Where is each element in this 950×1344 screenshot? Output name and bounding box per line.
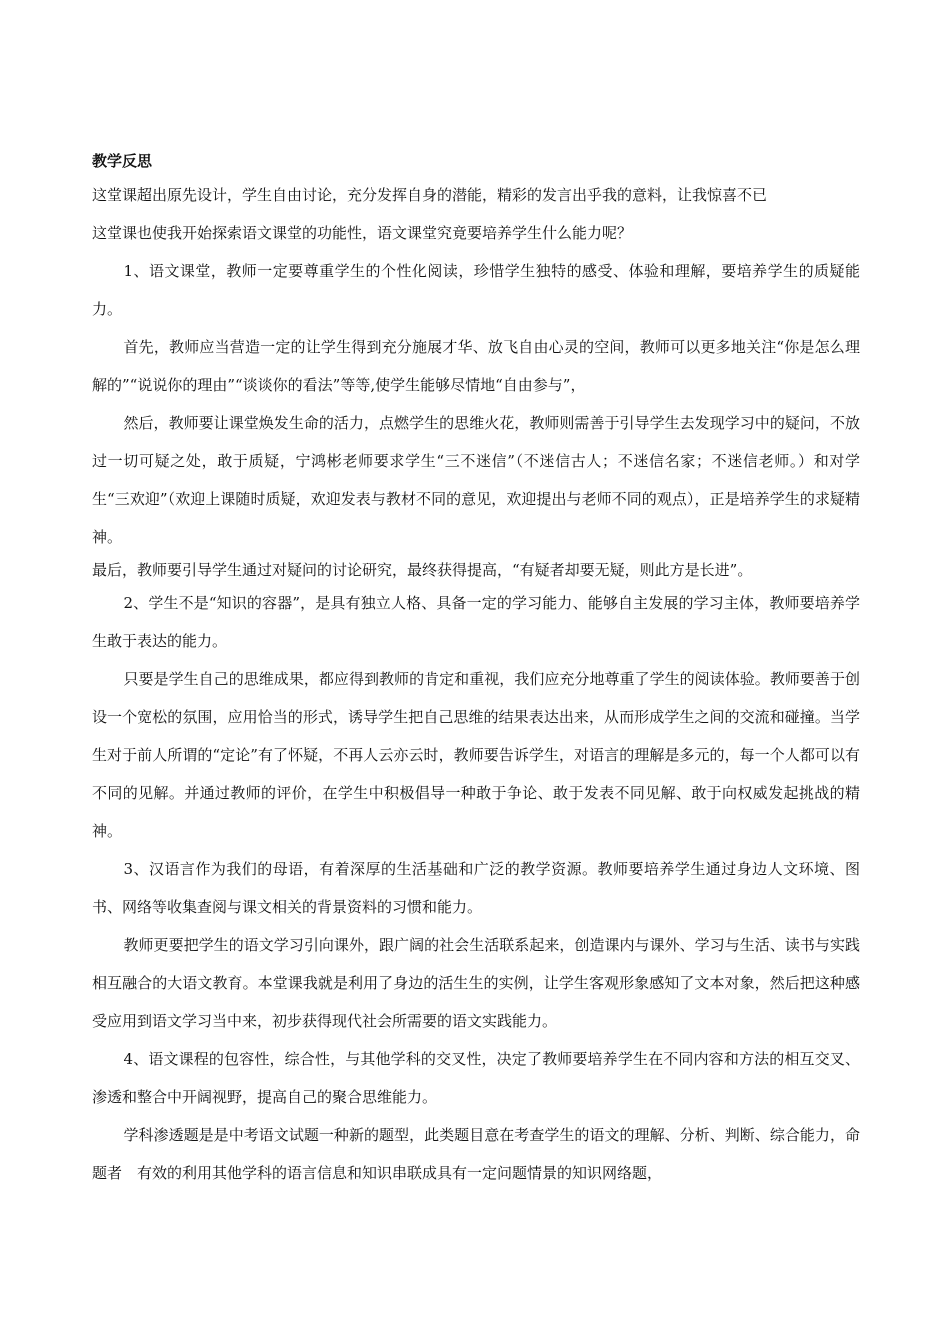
paragraph-point-4: 4、语文课程的包容性，综合性，与其他学科的交叉性，决定了教师要培养学生在不同内容和方法的相互交叉、渗透和整合中开阔视野，提高自己的聚合思维能力。 [92,1050,860,1106]
paragraph-intro-2: 这堂课也使我开始探索语文课堂的功能性，语文课堂究竟要培养学生什么能力呢？ [92,224,633,242]
paragraph-extracurricular: 教师更要把学生的语文学习引向课外，跟广阔的社会生活联系起来，创造课内与课外、学习与生活、读书与实践相互融合的大语文教育。本堂课我就是利用了身边的活生生的实例，让学生客观形象感知了文本对象，然后把这种感受应用到语文学习当中来，初步获得现代社会所需要的语文实践能力。 [92,936,860,1030]
paragraph-intro-1: 这堂课超出原先设计，学生自由讨论，充分发挥自身的潜能，精彩的发言出乎我的意料，让我惊喜不已 [92,186,768,204]
paragraph-first: 首先，教师应当营造一定的让学生得到充分施展才华、放飞自由心灵的空间，教师可以更多地关注“你是怎么理解的”“说说你的理由”“谈谈你的看法”等等,使学生能够尽情地“自由参与”， [92,338,860,394]
paragraph-cross-subject: 学科渗透题是是中考语文试题一种新的题型，此类题目意在考查学生的语文的理解、分析、判断、综合能力，命题者 有效的利用其他学科的语言信息和知识串联成具有一定问题情景的知识网络题， [92,1126,860,1182]
paragraph-expression: 只要是学生自己的思维成果，都应得到教师的肯定和重视，我们应充分地尊重了学生的阅读体验。教师要善于创设一个宽松的氛围，应用恰当的形式，诱导学生把自己思维的结果表达出来，从而形成学生之间的交流和碰撞。当学生对于前人所谓的“定论”有了怀疑，不再人云亦云时，教师要告诉学生，对语言的理解是多元的，每一个人都可以有不同的见解。并通过教师的评价，在学生中积极倡导一种敢于争论、敢于发表不同见解、敢于向权威发起挑战的精神。 [92,670,860,840]
paragraph-point-2: 2、学生不是“知识的容器”，是具有独立人格、具备一定的学习能力、能够自主发展的学习主体，教师要培养学生敢于表达的能力。 [92,594,860,650]
paragraph-point-3: 3、汉语言作为我们的母语，有着深厚的生活基础和广泛的教学资源。教师要培养学生通过身边人文环境、图书、网络等收集查阅与课文相关的背景资料的习惯和能力。 [92,860,860,916]
document-title: 教学反思 [92,152,153,170]
paragraph-point-1: 1、语文课堂，教师一定要尊重学生的个性化阅读，珍惜学生独特的感受、体验和理解，要培养学生的质疑能力。 [92,262,860,318]
paragraph-then: 然后，教师要让课堂焕发生命的活力，点燃学生的思维火花，教师则需善于引导学生去发现学习中的疑问，不放过一切可疑之处，敢于质疑，宁鸿彬老师要求学生“三不迷信”（不迷信古人；不迷信名家；不迷信老师。）和对学生“三欢迎”（欢迎上课随时质疑，欢迎发表与教材不同的意见，欢迎提出与老师不同的观点），正是培养学生的求疑精神。 [92,414,860,546]
document-body [92,146,860,1192]
paragraph-finally: 最后，教师要引导学生通过对疑问的讨论研究，最终获得提高，“有疑者却要无疑，则此方是长进”。 [92,561,753,579]
